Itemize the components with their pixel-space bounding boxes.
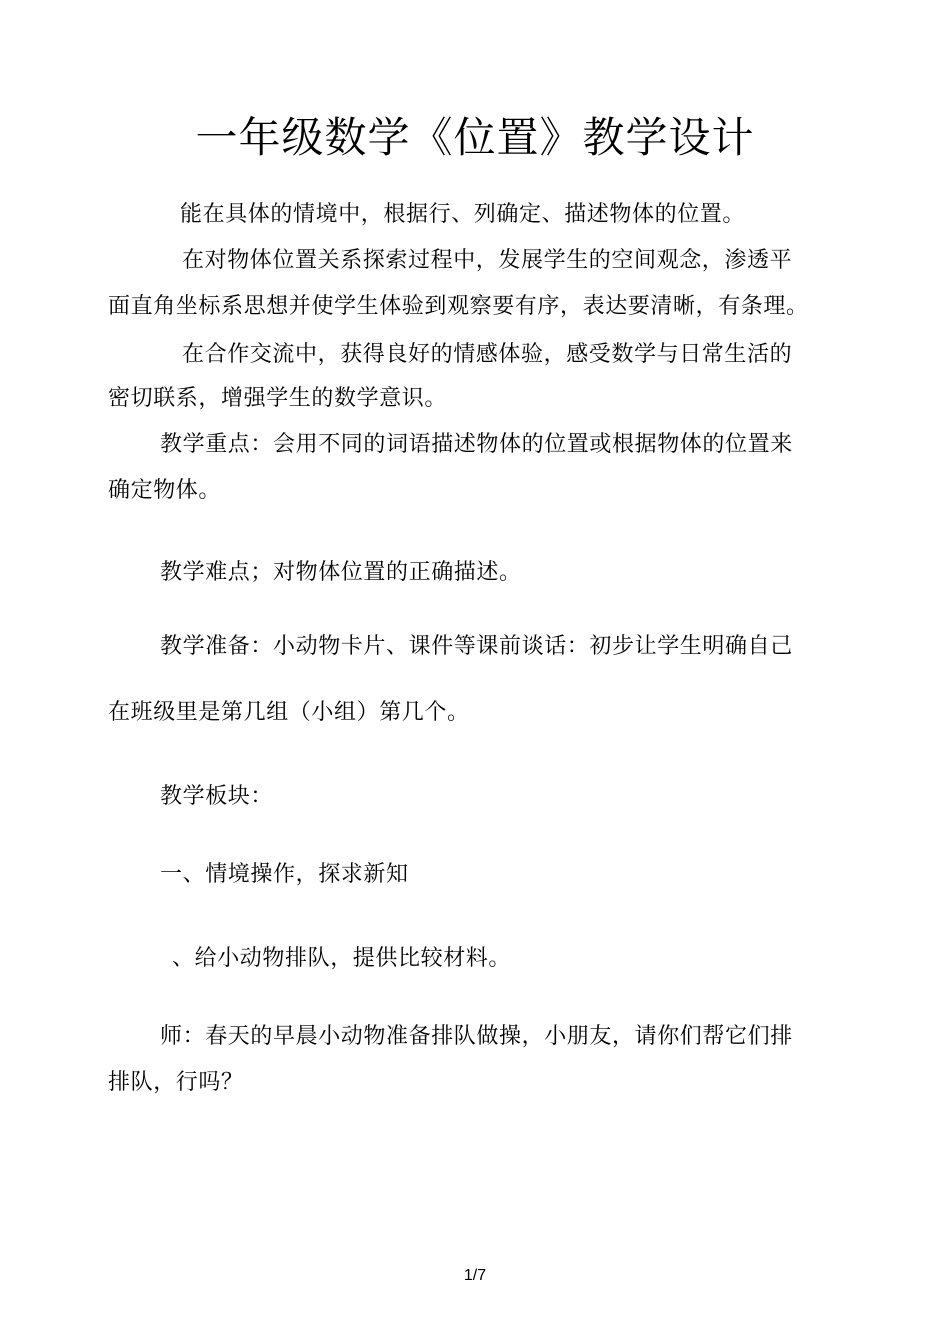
paragraph-line: 面直角坐标系思想并使学生体验到观察要有序，表达要清晰，有条理。: [108, 294, 809, 319]
paragraph-line: 教学难点；对物体位置的正确描述。: [160, 560, 522, 585]
paragraph-line: 教学准备：小动物卡片、课件等课前谈话：初步让学生明确自己: [160, 634, 793, 659]
paragraph-line: 在对物体位置关系探索过程中，发展学生的空间观念，渗透平: [182, 248, 793, 273]
paragraph-line: 在班级里是第几组（小组）第几个。: [108, 700, 470, 725]
paragraph-line: 排队，行吗？: [108, 1070, 244, 1095]
paragraph-line: 、给小动物排队，提供比较材料。: [172, 946, 512, 971]
section-heading: 教学板块：: [160, 784, 274, 809]
paragraph-line: 确定物体。: [108, 478, 222, 503]
paragraph-line: 密切联系，增强学生的数学意识。: [108, 386, 448, 411]
paragraph-line: 师：春天的早晨小动物准备排队做操，小朋友，请你们帮它们排: [160, 1024, 793, 1049]
page-number: 1/7: [463, 1267, 487, 1284]
paragraph-line: 在合作交流中，获得良好的情感体验，感受数学与日常生活的: [182, 342, 793, 367]
section-heading: 一、情境操作，探求新知: [160, 862, 409, 887]
paragraph-line: 教学重点：会用不同的词语描述物体的位置或根据物体的位置来: [160, 432, 793, 457]
document-title: 一年级数学《位置》教学设计: [195, 113, 755, 162]
paragraph-line: 能在具体的情境中，根据行、列确定、描述物体的位置。: [180, 202, 746, 227]
